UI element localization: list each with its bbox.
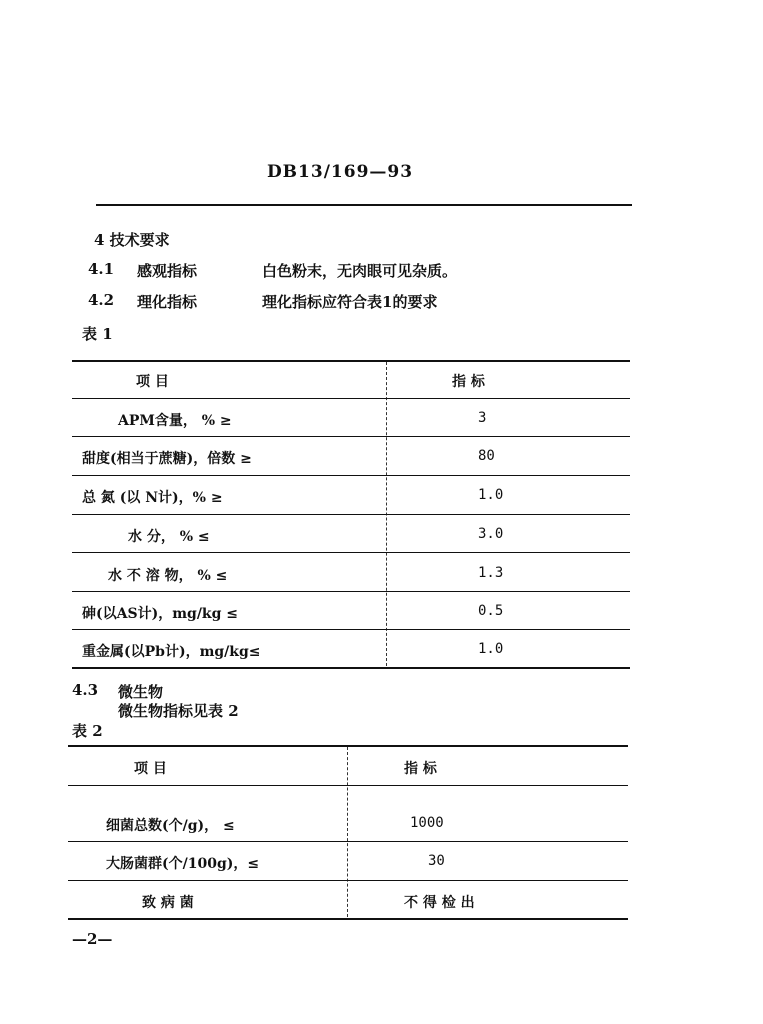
table-1-rule <box>72 436 630 437</box>
header-rule <box>96 204 632 206</box>
table-1-item: 水 分， % ≤ <box>128 529 210 545</box>
table-2-bottom-rule <box>68 918 628 920</box>
section-4-1-label: 感观指标 <box>137 262 198 280</box>
table-1-rule <box>72 629 630 630</box>
table-1-value: 0.5 <box>478 603 504 619</box>
table-1-item: 重金属(以Pb计)，mg/kg≤ <box>82 644 261 660</box>
table-1-rule <box>72 552 630 553</box>
section-4-2-label: 理化指标 <box>137 293 198 311</box>
table-1-value: 3.0 <box>478 526 504 542</box>
page-number: —2— <box>72 930 113 948</box>
table-1-rule <box>72 475 630 476</box>
table-2-value: 不 得 检 出 <box>404 895 475 911</box>
table-2-value: 30 <box>428 853 445 869</box>
section-4-1-text: 白色粉末，无肉眼可见杂质。 <box>262 262 458 280</box>
table-2-rule <box>68 785 628 786</box>
section-4-heading: 4 技术要求 <box>94 231 170 249</box>
table-1-top-rule <box>72 360 630 362</box>
table-2-item: 大肠菌群(个/100g)，≤ <box>106 856 260 872</box>
table-2-column-divider <box>347 747 348 917</box>
table-1-value: 80 <box>478 448 495 464</box>
table-2-header-item: 项 目 <box>134 761 167 777</box>
table-1-value: 3 <box>478 410 487 426</box>
table-2-top-rule <box>68 745 628 747</box>
table-2-item: 细菌总数(个/g)， ≤ <box>106 818 235 834</box>
table-2-rule <box>68 841 628 842</box>
table-1-bottom-rule <box>72 667 630 669</box>
section-4-2-text: 理化指标应符合表1的要求 <box>262 293 438 311</box>
section-4-1-number: 4.1 <box>88 260 115 278</box>
table-2-item: 致 病 菌 <box>142 895 194 911</box>
table-1-value: 1.0 <box>478 487 504 503</box>
table-1-header-item: 项 目 <box>136 374 169 390</box>
table-1-rule <box>72 398 630 399</box>
table-1-header-value: 指 标 <box>452 374 485 390</box>
table-2-value: 1000 <box>410 815 444 831</box>
section-4-3-number: 4.3 <box>72 681 99 699</box>
table-2-header-value: 指 标 <box>404 761 437 777</box>
table-1-value: 1.0 <box>478 641 504 657</box>
table-2-rule <box>68 880 628 881</box>
table-1-item: 总 氮 (以 N计)，% ≥ <box>82 490 223 506</box>
table-1-item: 砷(以AS计)，mg/kg ≤ <box>82 606 239 622</box>
section-4-2-number: 4.2 <box>88 291 115 309</box>
section-4-3-text: 微生物指标见表 2 <box>118 702 239 720</box>
table-2-caption: 表 2 <box>72 722 103 740</box>
table-1-value: 1.3 <box>478 565 504 581</box>
table-1-rule <box>72 514 630 515</box>
table-1-caption: 表 1 <box>82 325 113 343</box>
section-4-3-label: 微生物 <box>118 683 164 701</box>
table-1-item: APM含量， % ≥ <box>118 413 232 429</box>
table-1-item: 甜度(相当于蔗糖)，倍数 ≥ <box>82 451 252 467</box>
document-code: DB13/169—93 <box>266 162 414 182</box>
table-1-rule <box>72 591 630 592</box>
table-1-item: 水 不 溶 物， % ≤ <box>108 568 228 584</box>
